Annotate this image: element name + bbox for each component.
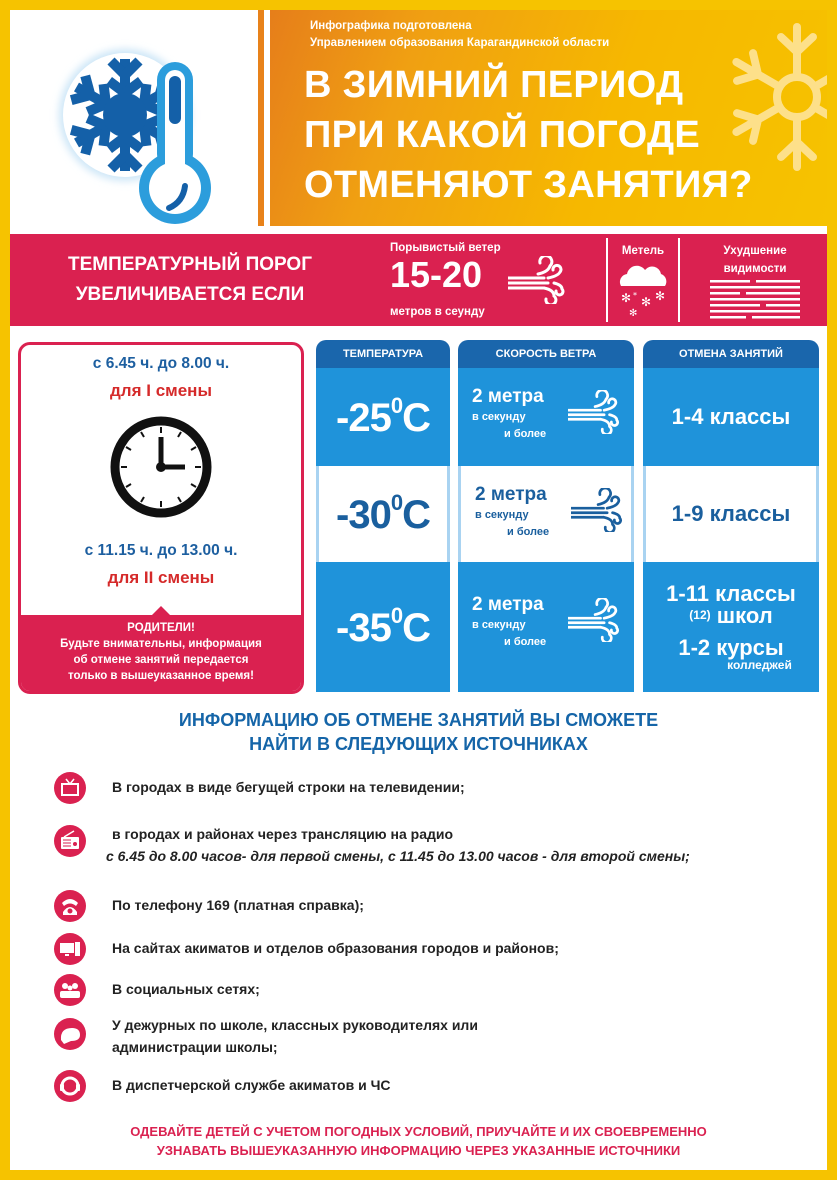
cancel-line: 1-11 классы (666, 581, 796, 606)
header-banner (270, 10, 827, 226)
sources-title-line1: ИНФОРМАЦИЮ ОБ ОТМЕНЕ ЗАНЯТИЙ ВЫ СМОЖЕТЕ (178, 710, 659, 730)
wind-unit: в секунду (475, 509, 529, 521)
parents-notice (21, 615, 301, 691)
table-cell-temp: $-25^0С$ (316, 368, 450, 466)
parents-title: РОДИТЕЛИ! (127, 622, 195, 634)
header-stripe (258, 10, 264, 226)
sources-title (10, 708, 827, 756)
cancellation-column (643, 340, 819, 694)
shift1-time: с 6.45 ч. до 8.00 ч. (92, 355, 230, 372)
credit-line2: Управлением образования Карагандинской области (310, 37, 610, 49)
shift2-label: для II смены (107, 568, 215, 587)
cancel-line: колледжей (727, 658, 792, 672)
wind-icon (568, 390, 624, 434)
gust-label: Порывистый ветер (390, 242, 501, 254)
wind-more: и более (507, 526, 550, 538)
cancel-grades: 1-9 классы (671, 501, 791, 526)
conditions-bar (10, 234, 827, 326)
visibility-label-line2: видимости (723, 263, 787, 275)
svg-text:✻: ✻ (629, 308, 638, 316)
wind-more: и более (504, 636, 547, 648)
footer-notice (10, 1122, 827, 1160)
low-visibility-icon (710, 278, 800, 322)
footer-line2: УЗНАВАТЬ ВЫШЕУКАЗАННУЮ ИНФОРМАЦИЮ ЧЕРЕЗ УКАЗАННЫЕ ИСТОЧНИКИ (156, 1143, 681, 1158)
table-cell-wind (458, 368, 634, 466)
wind-unit: в секунду (472, 619, 526, 631)
gust-unit: метров в сеунду (390, 306, 485, 318)
divider (678, 238, 680, 322)
clock (21, 415, 301, 524)
credit-line1: Инфографика подготовлена (310, 20, 472, 32)
source-text: В диспетчерской службе акиматов и ЧС (112, 1077, 391, 1093)
table-cell-wind (458, 562, 634, 692)
wind-icon (571, 488, 627, 532)
snowflake-decor-icon (727, 22, 827, 172)
column-header-temperature: ТЕМПЕРАТУРА (316, 340, 450, 368)
source-text (106, 823, 690, 867)
title-line1: В ЗИМНИЙ ПЕРИОД (304, 64, 684, 106)
sources-title-line2: НАЙТИ В СЛЕДУЮЩИХ ИСТОЧНИКАХ (249, 734, 588, 754)
cancel-note: (12) (689, 608, 711, 622)
table-cell-temp: $-30^0С$ (316, 466, 450, 562)
threshold-line1: ТЕМПЕРАТУРНЫЙ ПОРОГ (68, 254, 312, 275)
source-text: По телефону 169 (платная справка); (112, 897, 364, 913)
wind-value: 2 метра (472, 386, 544, 407)
gust-value: 15-20 (390, 254, 483, 295)
wind-value: 2 метра (472, 594, 544, 615)
column-header-wind: СКОРОСТЬ ВЕТРА (458, 340, 634, 368)
page-title (304, 60, 753, 210)
threshold-label (10, 234, 370, 326)
clock-icon (109, 415, 213, 519)
table-cell-cancel (643, 562, 819, 692)
wind-column (458, 340, 634, 694)
visibility-block (685, 242, 825, 322)
wind-icon (508, 256, 570, 304)
wind-value: 2 метра (475, 484, 547, 505)
snow-cloud-icon (613, 260, 673, 316)
cancel-line: школ (716, 603, 773, 628)
wind-more: и более (504, 428, 547, 440)
gust-wind-block (390, 242, 605, 322)
parents-line1: Будьте внимательны, информация (60, 638, 262, 650)
credit (310, 18, 609, 52)
wind-icon (568, 598, 624, 642)
source-text-line2: с 6.45 до 8.00 часов- для первой смены, с 11.45 до 13.00 часов - для второй смены; (106, 848, 690, 864)
blizzard-block (610, 242, 676, 322)
shift2-time: с 11.15 ч. до 13.00 ч. (84, 542, 238, 559)
computer-icon (54, 933, 86, 965)
temperature-column (316, 340, 450, 694)
cancel-line: 1-2 курсы (678, 635, 784, 660)
radio-icon (54, 825, 86, 857)
headset-icon (54, 1070, 86, 1102)
schedule-panel (18, 342, 304, 694)
source-text-line1: в городах и районах через трансляцию на радио (112, 826, 454, 842)
svg-text:✻: ✻ (641, 295, 652, 309)
shift1-label: для I смены (110, 381, 212, 400)
table-cell-cancel (643, 466, 819, 562)
table-cell-temp: $-35^0С$ (316, 562, 450, 692)
blizzard-label: Метель (621, 245, 665, 257)
visibility-label-line1: Ухудшение (723, 245, 787, 257)
social-icon (54, 974, 86, 1006)
phone-icon (54, 890, 86, 922)
snowflake-thermometer-icon (10, 10, 250, 230)
column-header-cancellation: ОТМЕНА ЗАНЯТИЙ (643, 340, 819, 368)
source-text: На сайтах акиматов и отделов образования городов и районов; (112, 940, 559, 956)
svg-text:*: * (633, 291, 637, 300)
cancel-grades: 1-4 классы (671, 404, 791, 429)
threshold-line2: УВЕЛИЧИВАЕТСЯ ЕСЛИ (75, 284, 305, 305)
title-line2: ПРИ КАКОЙ ПОГОДЕ (304, 114, 700, 156)
table-cell-wind (458, 466, 634, 562)
table-cell-cancel (643, 368, 819, 466)
wind-unit: в секунду (472, 411, 526, 423)
tv-icon (54, 772, 86, 804)
title-line3: ОТМЕНЯЮТ ЗАНЯТИЯ? (304, 164, 753, 206)
source-text-line2: администрации школы; (112, 1039, 278, 1055)
chat-icon (54, 1018, 86, 1050)
source-text (112, 1014, 478, 1058)
parents-line3: только в вышеуказанное время! (68, 670, 254, 682)
source-text-line1: У дежурных по школе, классных руководителях или (112, 1017, 478, 1033)
infographic-poster (10, 10, 827, 1170)
source-text: В социальных сетях; (112, 981, 260, 997)
cancel-grades (666, 583, 796, 671)
svg-text:✻: ✻ (655, 289, 666, 303)
footer-line1: ОДЕВАЙТЕ ДЕТЕЙ С УЧЕТОМ ПОГОДНЫХ УСЛОВИЙ, ПРИУЧАЙТЕ И ИХ СВОЕВРЕМЕННО (130, 1124, 707, 1139)
source-text: В городах в виде бегущей строки на телевидении; (112, 779, 465, 795)
svg-text:✻: ✻ (621, 291, 632, 305)
logo (10, 10, 250, 230)
divider (606, 238, 608, 322)
parents-line2: об отмене занятий передается (73, 654, 249, 666)
